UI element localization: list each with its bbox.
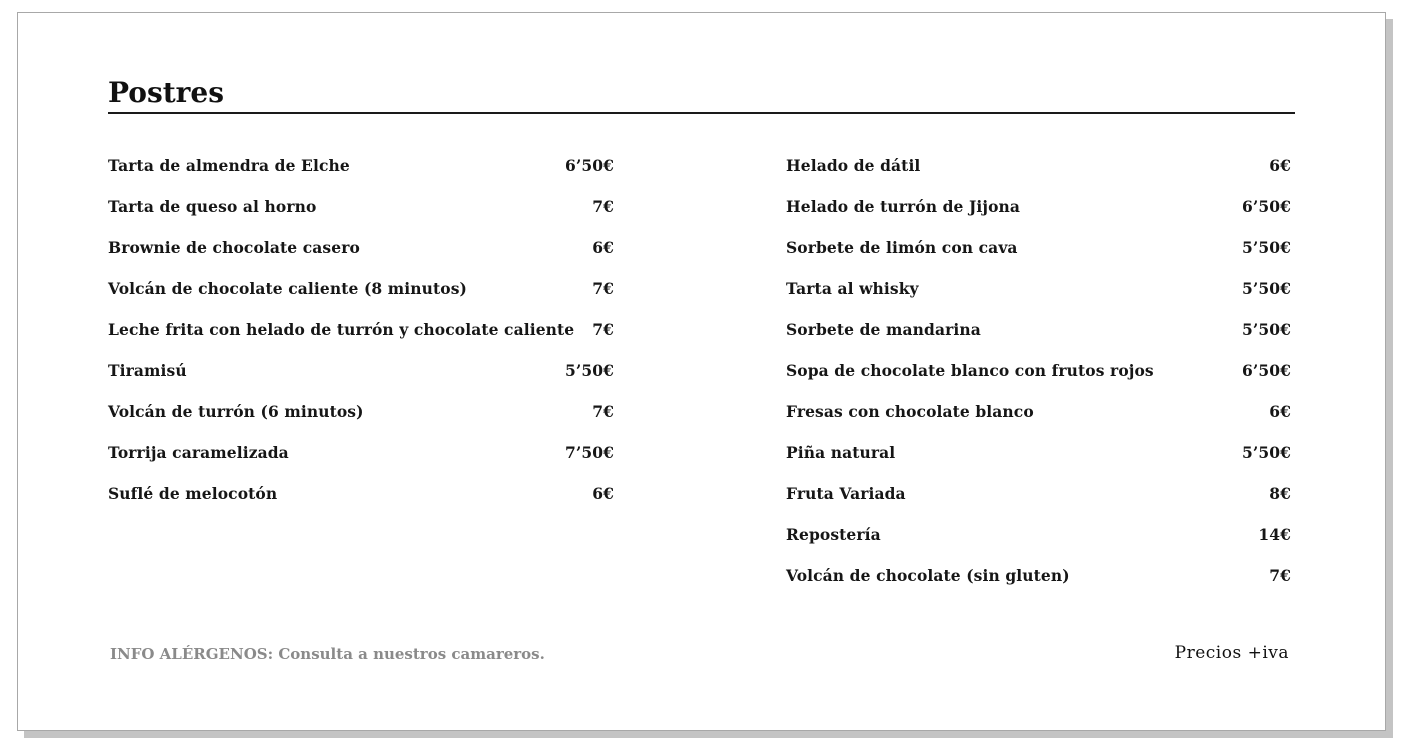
item-price: 7€ xyxy=(592,402,614,421)
item-name: Volcán de chocolate (sin gluten) xyxy=(786,566,1070,585)
item-price: 6€ xyxy=(1269,156,1291,175)
item-price: 6’50€ xyxy=(564,156,614,175)
item-price: 5’50€ xyxy=(1241,238,1291,257)
item-name: Sorbete de limón con cava xyxy=(786,238,1018,257)
tax-note: Precios +iva xyxy=(1174,643,1289,663)
list-item xyxy=(786,233,1291,274)
list-item xyxy=(108,438,614,479)
list-item xyxy=(786,315,1291,356)
right-dessert-list xyxy=(786,151,1291,602)
item-price: 14€ xyxy=(1258,525,1291,544)
list-item xyxy=(786,274,1291,315)
item-name: Suflé de melocotón xyxy=(108,484,278,503)
list-item xyxy=(786,561,1291,602)
item-price: 6’50€ xyxy=(1241,361,1291,380)
item-price: 7€ xyxy=(1269,566,1291,585)
item-name: Sopa de chocolate blanco con frutos rojos xyxy=(786,361,1154,380)
list-item xyxy=(108,356,614,397)
list-item xyxy=(108,151,614,192)
list-item xyxy=(786,438,1291,479)
item-name: Tiramisú xyxy=(108,361,187,380)
item-price: 7’50€ xyxy=(564,443,614,462)
item-name: Fresas con chocolate blanco xyxy=(786,402,1034,421)
item-price: 7€ xyxy=(592,197,614,216)
item-name: Piña natural xyxy=(786,443,896,462)
list-item xyxy=(786,151,1291,192)
item-name: Brownie de chocolate casero xyxy=(108,238,360,257)
item-name: Fruta Variada xyxy=(786,484,906,503)
item-name: Leche frita con helado de turrón y chocolate caliente xyxy=(108,320,575,339)
item-price: 7€ xyxy=(592,320,614,339)
item-price: 7€ xyxy=(592,279,614,298)
list-item xyxy=(786,479,1291,520)
list-item xyxy=(108,397,614,438)
list-item xyxy=(108,274,614,315)
item-name: Volcán de turrón (6 minutos) xyxy=(108,402,364,421)
list-item xyxy=(108,315,614,356)
item-name: Repostería xyxy=(786,525,881,544)
list-item xyxy=(108,192,614,233)
item-price: 8€ xyxy=(1269,484,1291,503)
item-price: 5’50€ xyxy=(1241,279,1291,298)
page-title: Postres xyxy=(108,76,225,109)
item-price: 5’50€ xyxy=(1241,443,1291,462)
list-item xyxy=(786,397,1291,438)
item-price: 6€ xyxy=(592,484,614,503)
list-item xyxy=(786,192,1291,233)
list-item xyxy=(108,233,614,274)
item-price: 5’50€ xyxy=(564,361,614,380)
item-name: Torrija caramelizada xyxy=(108,443,289,462)
item-name: Tarta de almendra de Elche xyxy=(108,156,350,175)
item-price: 5’50€ xyxy=(1241,320,1291,339)
allergen-info: INFO ALÉRGENOS: Consulta a nuestros camareros. xyxy=(110,645,545,663)
item-name: Helado de turrón de Jijona xyxy=(786,197,1021,216)
list-item xyxy=(108,479,614,520)
list-item xyxy=(786,520,1291,561)
item-name: Volcán de chocolate caliente (8 minutos) xyxy=(108,279,467,298)
item-name: Tarta al whisky xyxy=(786,279,919,298)
item-price: 6’50€ xyxy=(1241,197,1291,216)
list-item xyxy=(786,356,1291,397)
item-price: 6€ xyxy=(1269,402,1291,421)
left-dessert-list xyxy=(108,151,614,520)
item-name: Helado de dátil xyxy=(786,156,921,175)
title-divider xyxy=(108,112,1295,114)
menu-page xyxy=(17,12,1386,731)
item-price: 6€ xyxy=(592,238,614,257)
item-name: Sorbete de mandarina xyxy=(786,320,981,339)
item-name: Tarta de queso al horno xyxy=(108,197,317,216)
